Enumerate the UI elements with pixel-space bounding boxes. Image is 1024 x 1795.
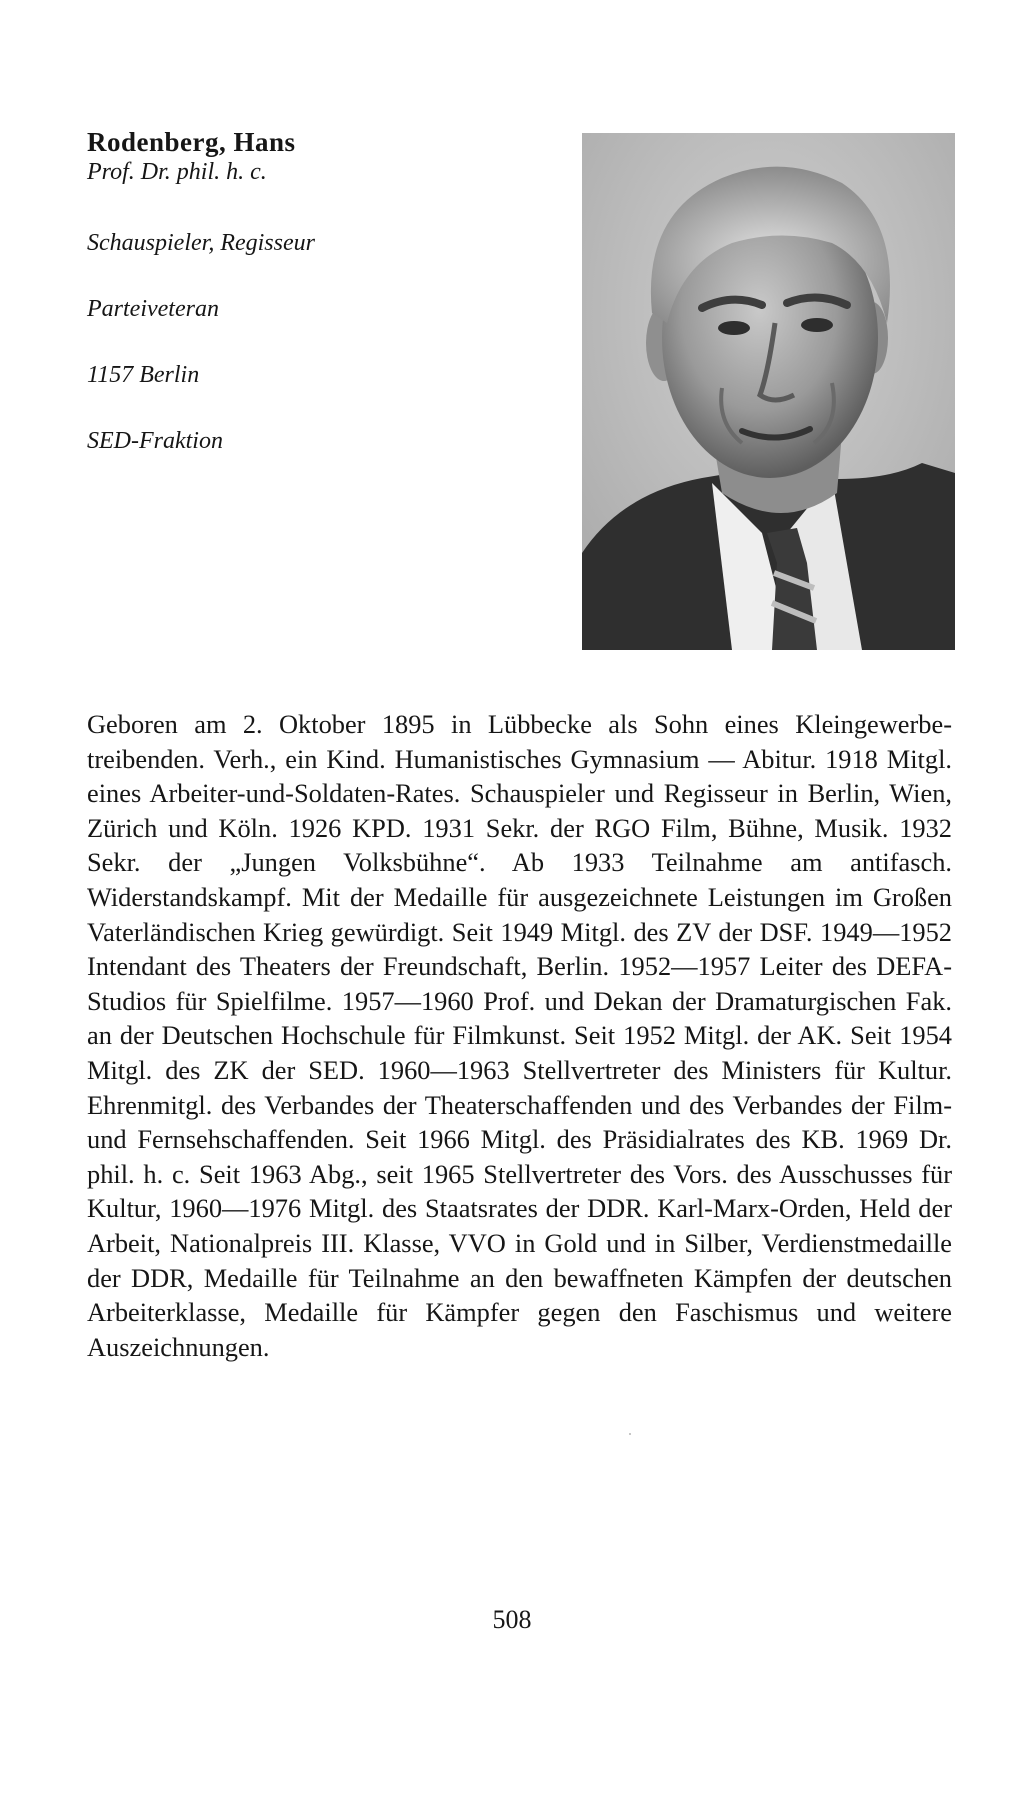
person-name: Rodenberg, Hans (87, 127, 296, 157)
portrait-photo (582, 133, 955, 650)
occupation: Schauspieler, Regisseur (87, 230, 315, 256)
biography-text: Geboren am 2. Oktober 1895 in Lübbecke als Sohn eines Kleingewerbetreibenden. Verh., ein Kind. Humanistisches Gymnasium — Abitur. 1918 Mitgl. eines Arbeiter-und-Soldaten-Rates. Schauspieler und Regisseur in Berlin, Wien, Zürich und Köln. 1926 KPD. 1931 Sekr. der RGO Film, Bühne, Musik. 1932 Sekr. der „Jungen Volksbühne“. Ab 1933 Teilnahme am antifasch. Widerstandskampf. Mit der Medaille für ausgezeichnete Leistungen im Großen Vaterländischen Krieg gewürdigt. Seit 1949 Mitgl. des ZV der DSF. 1949—1952 Intendant des Theaters der Freundschaft, Berlin. 1952—1957 Leiter des DEFA-Studios für Spielfilme. 1957—1960 Prof. und Dekan der Dramaturgischen Fak. an der Deutschen Hochschule für Filmkunst. Seit 1952 Mitgl. der AK. Seit 1954 Mitgl. des ZK der SED. 1960—1963 Stellvertreter des Ministers für Kultur. Ehrenmitgl. des Verbandes der Theaterschaffenden und des Verbandes der Film- und Fernsehschaffenden. Seit 1966 Mitgl. des Präsidialrates des KB. 1969 Dr. phil. h. c. Seit 1963 Abg., seit 1965 Stellvertreter des Vors. des Ausschusses für Kultur, 1960—1976 Mitgl. des Staatsrates der DDR. Karl-Marx-Orden, Held der Arbeit, Nationalpreis III. Klasse, VVO in Gold und in Silber, Verdienstmedaille der DDR, Medaille für Teilnahme an den bewaffneten Kämpfen der deutschen Arbeiterklasse, Medaille für Kämpfer gegen den Faschismus und weitere Auszeichnungen. (87, 709, 952, 1362)
city: 1157 Berlin (87, 362, 200, 388)
academic-title: Prof. Dr. phil. h. c. (87, 159, 267, 185)
party-status: Parteiveteran (87, 296, 219, 322)
entry-header (87, 127, 567, 187)
portrait-image (582, 133, 955, 650)
faction: SED-Fraktion (87, 428, 223, 454)
print-speck (629, 1433, 631, 1435)
page-number: 508 (492, 1605, 532, 1634)
